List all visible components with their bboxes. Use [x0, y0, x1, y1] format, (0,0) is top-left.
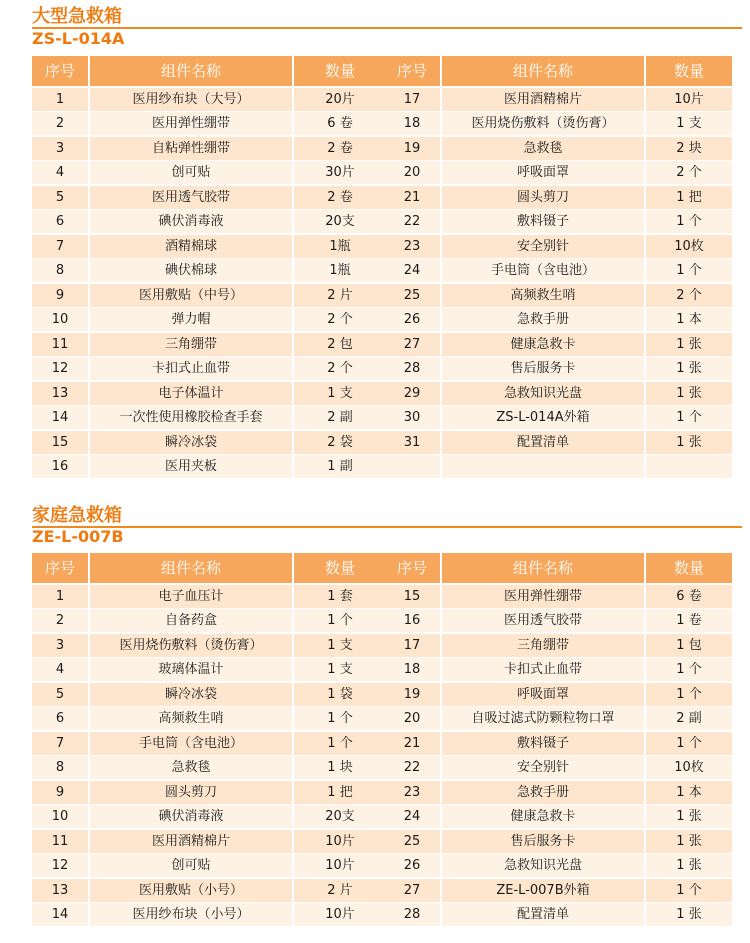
cell-quantity: 1 个 — [294, 732, 386, 755]
cell-index: 19 — [384, 137, 440, 160]
cell-component-name: 急救毯 — [90, 756, 292, 779]
cell-quantity: 10片 — [294, 903, 386, 926]
cell-quantity: 2 片 — [294, 284, 386, 307]
cell-quantity: 1 块 — [294, 756, 386, 779]
table-row — [384, 830, 738, 853]
cell-index: 3 — [32, 137, 88, 160]
cell-index: 24 — [384, 259, 440, 282]
cell-index: 17 — [384, 634, 440, 657]
table-row — [384, 161, 738, 184]
header-cell: 数量 — [646, 56, 732, 86]
table-row — [32, 406, 386, 429]
header-cell: 数量 — [294, 553, 386, 583]
product-code: ZS-L-014A — [32, 29, 125, 48]
cell-quantity: 10片 — [294, 830, 386, 853]
cell-index: 4 — [32, 658, 88, 681]
cell-component-name: 高频救生哨 — [90, 707, 292, 730]
table-row — [384, 235, 738, 258]
cell-component-name: 创可贴 — [90, 854, 292, 877]
cell-component-name: 玻璃体温计 — [90, 658, 292, 681]
cell-quantity: 1 本 — [646, 781, 732, 804]
cell-index: 4 — [32, 161, 88, 184]
cell-component-name: 自吸过滤式防颗粒物口罩 — [442, 707, 644, 730]
cell-component-name: 医用烧伤敷料（烫伤膏） — [442, 112, 644, 135]
cell-component-name: 医用纱布块（大号） — [90, 88, 292, 111]
table-row — [384, 112, 738, 135]
table-row — [384, 732, 738, 755]
cell-index: 22 — [384, 210, 440, 233]
cell-component-name: 三角绷带 — [442, 634, 644, 657]
table-row — [384, 781, 738, 804]
cell-component-name: 卡扣式止血带 — [90, 357, 292, 380]
cell-component-name: 配置清单 — [442, 431, 644, 454]
cell-component-name: 碘伏消毒液 — [90, 805, 292, 828]
cell-index: 8 — [32, 756, 88, 779]
cell-index: 15 — [32, 431, 88, 454]
cell-quantity: 10枚 — [646, 235, 732, 258]
cell-index: 12 — [32, 357, 88, 380]
cell-component-name: 医用敷贴（小号） — [90, 879, 292, 902]
table-row — [384, 879, 738, 902]
cell-component-name: 自备药盒 — [90, 609, 292, 632]
cell-component-name: 卡扣式止血带 — [442, 658, 644, 681]
cell-component-name: 医用透气胶带 — [90, 186, 292, 209]
cell-quantity: 1 个 — [646, 259, 732, 282]
table-row — [384, 609, 738, 632]
cell-index: 2 — [32, 112, 88, 135]
cell-component-name: 医用夹板 — [90, 455, 292, 478]
cell-index: 14 — [32, 406, 88, 429]
cell-index: 8 — [32, 259, 88, 282]
cell-component-name: 酒精棉球 — [90, 235, 292, 258]
cell-index: 26 — [384, 854, 440, 877]
cell-quantity: 2 副 — [294, 406, 386, 429]
cell-index: 1 — [32, 88, 88, 111]
table-row — [384, 406, 738, 429]
cell-index: 12 — [32, 854, 88, 877]
cell-quantity: 20支 — [294, 805, 386, 828]
cell-component-name: 医用烧伤敷料（烫伤膏） — [90, 634, 292, 657]
table-row — [32, 609, 386, 632]
cell-component-name: 急救知识光盘 — [442, 382, 644, 405]
cell-component-name: 医用酒精棉片 — [90, 830, 292, 853]
cell-quantity: 30片 — [294, 161, 386, 184]
cell-index: 7 — [32, 732, 88, 755]
cell-component-name: 健康急救卡 — [442, 333, 644, 356]
cell-index: 27 — [384, 879, 440, 902]
cell-quantity: 1 个 — [646, 732, 732, 755]
table-row — [384, 308, 738, 331]
header-cell: 数量 — [646, 553, 732, 583]
cell-quantity: 10片 — [646, 88, 732, 111]
section-divider — [32, 27, 742, 29]
table-row — [32, 357, 386, 380]
cell-component-name: 弹力帽 — [90, 308, 292, 331]
table-row — [384, 259, 738, 282]
table-row — [384, 284, 738, 307]
cell-index: 3 — [32, 634, 88, 657]
table-row — [384, 585, 738, 608]
cell-index: 23 — [384, 781, 440, 804]
cell-index: 14 — [32, 903, 88, 926]
cell-component-name: 医用弹性绷带 — [90, 112, 292, 135]
cell-component-name: 敷料镊子 — [442, 732, 644, 755]
table-row — [384, 357, 738, 380]
cell-index: 29 — [384, 382, 440, 405]
cell-index: 18 — [384, 658, 440, 681]
product-code: ZE-L-007B — [32, 527, 124, 546]
cell-quantity: 1 个 — [294, 609, 386, 632]
table-row — [384, 333, 738, 356]
table-row — [32, 707, 386, 730]
cell-component-name: ZS-L-014A外箱 — [442, 406, 644, 429]
cell-component-name: 敷料镊子 — [442, 210, 644, 233]
cell-quantity: 1 把 — [646, 186, 732, 209]
cell-component-name: 安全别针 — [442, 235, 644, 258]
cell-quantity: 1 个 — [294, 707, 386, 730]
cell-component-name: 高频救生哨 — [442, 284, 644, 307]
cell-index: 1 — [32, 585, 88, 608]
cell-quantity: 10枚 — [646, 756, 732, 779]
header-cell: 序号 — [32, 553, 88, 583]
section-title: 大型急救箱 — [32, 6, 122, 27]
cell-component-name: 手电筒（含电池） — [90, 732, 292, 755]
cell-index: 20 — [384, 707, 440, 730]
table-header — [384, 56, 738, 86]
cell-index: 28 — [384, 903, 440, 926]
cell-quantity: 1 张 — [646, 854, 732, 877]
cell-quantity: 6 卷 — [294, 112, 386, 135]
cell-component-name: 呼吸面罩 — [442, 683, 644, 706]
cell-component-name: 自粘弹性绷带 — [90, 137, 292, 160]
cell-quantity: 1 支 — [294, 658, 386, 681]
cell-component-name: 医用酒精棉片 — [442, 88, 644, 111]
cell-component-name: 医用敷贴（中号） — [90, 284, 292, 307]
cell-quantity: 1 个 — [646, 210, 732, 233]
cell-quantity: 20片 — [294, 88, 386, 111]
table-row — [384, 186, 738, 209]
cell-index: 27 — [384, 333, 440, 356]
table-row — [32, 308, 386, 331]
cell-quantity: 1 把 — [294, 781, 386, 804]
cell-index: 11 — [32, 830, 88, 853]
cell-index: 22 — [384, 756, 440, 779]
table-row — [32, 88, 386, 111]
cell-component-name: 急救知识光盘 — [442, 854, 644, 877]
cell-component-name: 圆头剪刀 — [442, 186, 644, 209]
table-row — [384, 658, 738, 681]
table-row — [32, 186, 386, 209]
header-cell: 数量 — [294, 56, 386, 86]
table-row — [384, 805, 738, 828]
cell-quantity — [646, 455, 732, 478]
cell-component-name: 急救手册 — [442, 781, 644, 804]
table-row — [384, 455, 738, 478]
cell-index: 18 — [384, 112, 440, 135]
cell-component-name: ZE-L-007B外箱 — [442, 879, 644, 902]
cell-quantity: 1 卷 — [646, 609, 732, 632]
header-cell: 组件名称 — [90, 553, 292, 583]
cell-index: 2 — [32, 609, 88, 632]
cell-index: 15 — [384, 585, 440, 608]
cell-quantity: 1 张 — [646, 903, 732, 926]
cell-component-name: 医用透气胶带 — [442, 609, 644, 632]
cell-quantity: 1 包 — [646, 634, 732, 657]
table-row — [32, 259, 386, 282]
header-cell: 序号 — [32, 56, 88, 86]
cell-quantity: 1 张 — [646, 333, 732, 356]
table-row — [32, 431, 386, 454]
cell-quantity: 2 个 — [294, 357, 386, 380]
cell-component-name: 健康急救卡 — [442, 805, 644, 828]
cell-index: 13 — [32, 382, 88, 405]
cell-component-name: 一次性使用橡胶检查手套 — [90, 406, 292, 429]
cell-index: 20 — [384, 161, 440, 184]
cell-quantity: 1 张 — [646, 382, 732, 405]
cell-component-name: 碘伏棉球 — [90, 259, 292, 282]
cell-index: 24 — [384, 805, 440, 828]
table-header — [384, 553, 738, 583]
cell-component-name: 安全别针 — [442, 756, 644, 779]
cell-quantity: 1 支 — [294, 382, 386, 405]
table-row — [32, 161, 386, 184]
cell-index: 26 — [384, 308, 440, 331]
cell-quantity: 2 个 — [294, 308, 386, 331]
cell-component-name: 手电筒（含电池） — [442, 259, 644, 282]
cell-index: 31 — [384, 431, 440, 454]
table-row — [32, 879, 386, 902]
cell-quantity: 2 个 — [646, 284, 732, 307]
table-row — [32, 235, 386, 258]
cell-quantity: 2 包 — [294, 333, 386, 356]
cell-quantity: 1瓶 — [294, 259, 386, 282]
cell-quantity: 2 副 — [646, 707, 732, 730]
cell-index: 7 — [32, 235, 88, 258]
cell-component-name: 配置清单 — [442, 903, 644, 926]
cell-index: 21 — [384, 732, 440, 755]
cell-index: 17 — [384, 88, 440, 111]
cell-index: 25 — [384, 284, 440, 307]
table-row — [32, 284, 386, 307]
section-title: 家庭急救箱 — [32, 505, 122, 526]
header-cell: 序号 — [384, 553, 440, 583]
cell-quantity: 1 张 — [646, 830, 732, 853]
cell-index: 16 — [32, 455, 88, 478]
table-row — [32, 732, 386, 755]
table-header — [32, 553, 386, 583]
cell-component-name: 电子血压计 — [90, 585, 292, 608]
cell-component-name: 急救手册 — [442, 308, 644, 331]
cell-index: 10 — [32, 805, 88, 828]
cell-index: 6 — [32, 707, 88, 730]
cell-quantity: 1 个 — [646, 406, 732, 429]
cell-index: 5 — [32, 186, 88, 209]
cell-index: 19 — [384, 683, 440, 706]
cell-index: 11 — [32, 333, 88, 356]
table-row — [384, 382, 738, 405]
table-row — [32, 455, 386, 478]
table-row — [32, 585, 386, 608]
table-row — [32, 830, 386, 853]
cell-quantity: 1 支 — [294, 634, 386, 657]
cell-quantity: 1 张 — [646, 357, 732, 380]
table-row — [32, 112, 386, 135]
table-row — [32, 854, 386, 877]
cell-index: 23 — [384, 235, 440, 258]
table-row — [32, 333, 386, 356]
cell-index: 9 — [32, 781, 88, 804]
table-header — [32, 56, 386, 86]
cell-index: 6 — [32, 210, 88, 233]
cell-component-name: 医用弹性绷带 — [442, 585, 644, 608]
cell-index: 10 — [32, 308, 88, 331]
cell-index: 9 — [32, 284, 88, 307]
table-row — [32, 781, 386, 804]
table-row — [384, 634, 738, 657]
cell-index: 30 — [384, 406, 440, 429]
cell-quantity: 6 卷 — [646, 585, 732, 608]
cell-index: 16 — [384, 609, 440, 632]
cell-component-name: 医用纱布块（小号） — [90, 903, 292, 926]
table-row — [384, 431, 738, 454]
table-row — [384, 707, 738, 730]
table-row — [384, 903, 738, 926]
cell-index: 28 — [384, 357, 440, 380]
cell-component-name — [442, 455, 644, 478]
table-row — [384, 210, 738, 233]
table-row — [384, 137, 738, 160]
cell-index: 5 — [32, 683, 88, 706]
cell-quantity: 1 袋 — [294, 683, 386, 706]
cell-quantity: 2 个 — [646, 161, 732, 184]
header-cell: 组件名称 — [90, 56, 292, 86]
cell-quantity: 1 支 — [646, 112, 732, 135]
table-row — [32, 683, 386, 706]
cell-quantity: 2 块 — [646, 137, 732, 160]
cell-quantity: 1 个 — [646, 658, 732, 681]
cell-quantity: 1 本 — [646, 308, 732, 331]
cell-component-name: 呼吸面罩 — [442, 161, 644, 184]
table-row — [384, 756, 738, 779]
cell-component-name: 售后服务卡 — [442, 830, 644, 853]
cell-component-name: 电子体温计 — [90, 382, 292, 405]
cell-quantity: 2 卷 — [294, 186, 386, 209]
cell-component-name: 创可贴 — [90, 161, 292, 184]
cell-quantity: 1 副 — [294, 455, 386, 478]
table-row — [384, 683, 738, 706]
cell-index: 25 — [384, 830, 440, 853]
table-row — [32, 756, 386, 779]
cell-quantity: 1 套 — [294, 585, 386, 608]
table-row — [32, 137, 386, 160]
cell-quantity: 20支 — [294, 210, 386, 233]
table-row — [32, 658, 386, 681]
cell-component-name: 碘伏消毒液 — [90, 210, 292, 233]
section-divider — [32, 526, 742, 528]
cell-quantity: 1瓶 — [294, 235, 386, 258]
cell-index — [384, 455, 440, 478]
table-row — [32, 805, 386, 828]
cell-quantity: 2 袋 — [294, 431, 386, 454]
cell-component-name: 急救毯 — [442, 137, 644, 160]
cell-quantity: 2 卷 — [294, 137, 386, 160]
cell-index: 13 — [32, 879, 88, 902]
cell-component-name: 三角绷带 — [90, 333, 292, 356]
table-row — [384, 854, 738, 877]
table-row — [32, 210, 386, 233]
cell-quantity: 2 片 — [294, 879, 386, 902]
header-cell: 组件名称 — [442, 56, 644, 86]
header-cell: 组件名称 — [442, 553, 644, 583]
cell-component-name: 瞬冷冰袋 — [90, 431, 292, 454]
cell-quantity: 1 个 — [646, 683, 732, 706]
cell-index: 21 — [384, 186, 440, 209]
table-row — [384, 88, 738, 111]
header-cell: 序号 — [384, 56, 440, 86]
cell-quantity: 10片 — [294, 854, 386, 877]
cell-component-name: 售后服务卡 — [442, 357, 644, 380]
cell-component-name: 瞬冷冰袋 — [90, 683, 292, 706]
table-row — [32, 382, 386, 405]
table-row — [32, 903, 386, 926]
cell-quantity: 1 张 — [646, 805, 732, 828]
cell-quantity: 1 张 — [646, 431, 732, 454]
cell-component-name: 圆头剪刀 — [90, 781, 292, 804]
cell-quantity: 1 个 — [646, 879, 732, 902]
table-row — [32, 634, 386, 657]
